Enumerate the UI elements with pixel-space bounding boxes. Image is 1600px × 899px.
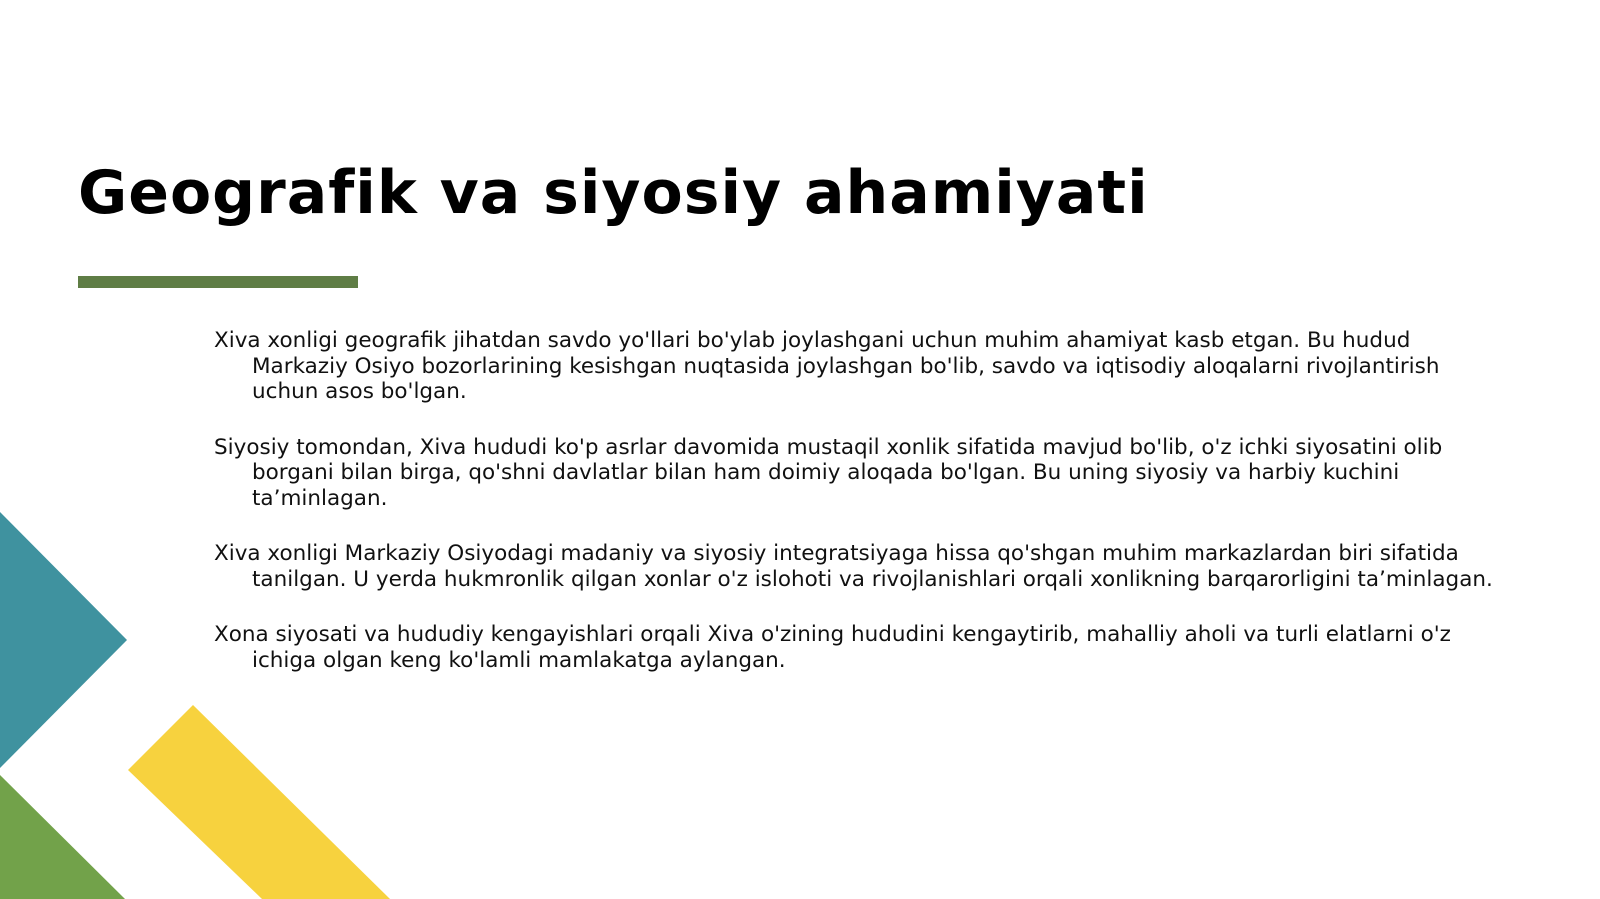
title-underline [78, 276, 358, 288]
paragraph: Xiva xonligi Markaziy Osiyodagi madaniy va siyosiy integratsiyaga hissa qo'shgan muhim markazlardan biri sifatida tanilgan. U yerda hukmronlik qilgan xonlar o'z islohoti va rivojlanishlari orqali xonlikning barqarorligini ta’minlagan. [214, 541, 1493, 592]
slide-body [214, 328, 1504, 703]
paragraph: Xiva xonligi geografik jihatdan savdo yo'llari bo'ylab joylashgani uchun muhim ahamiyat kasb etgan. Bu hudud Markaziy Osiyo bozorlarining kesishgan nuqtasida joylashgan bo'lib, savdo va iqtisodiy aloqalarni rivojlantirish uchun asos bo'lgan. [214, 328, 1440, 404]
light-green-triangle-shape [0, 775, 125, 899]
yellow-stripe-shape [128, 705, 390, 899]
paragraph: Siyosiy tomondan, Xiva hududi ko'p asrlar davomida mustaqil xonlik sifatida mavjud bo'lib, o'z ichki siyosatini olib borgani bilan birga, qo'shni davlatlar bilan ham doimiy aloqada bo'lgan. Bu uning siyosiy va harbiy kuchini ta’minlagan. [214, 434, 1443, 511]
paragraph: Xona siyosati va hududiy kengayishlari orqali Xiva o'zining hududini kengaytirib, mahalliy aholi va turli elatlarni o'z ichiga olgan keng ko'lamli mamlakatga aylangan. [214, 622, 1451, 673]
slide-title: Geografik va siyosiy ahamiyati [78, 158, 1149, 228]
teal-triangle-shape [0, 512, 127, 768]
